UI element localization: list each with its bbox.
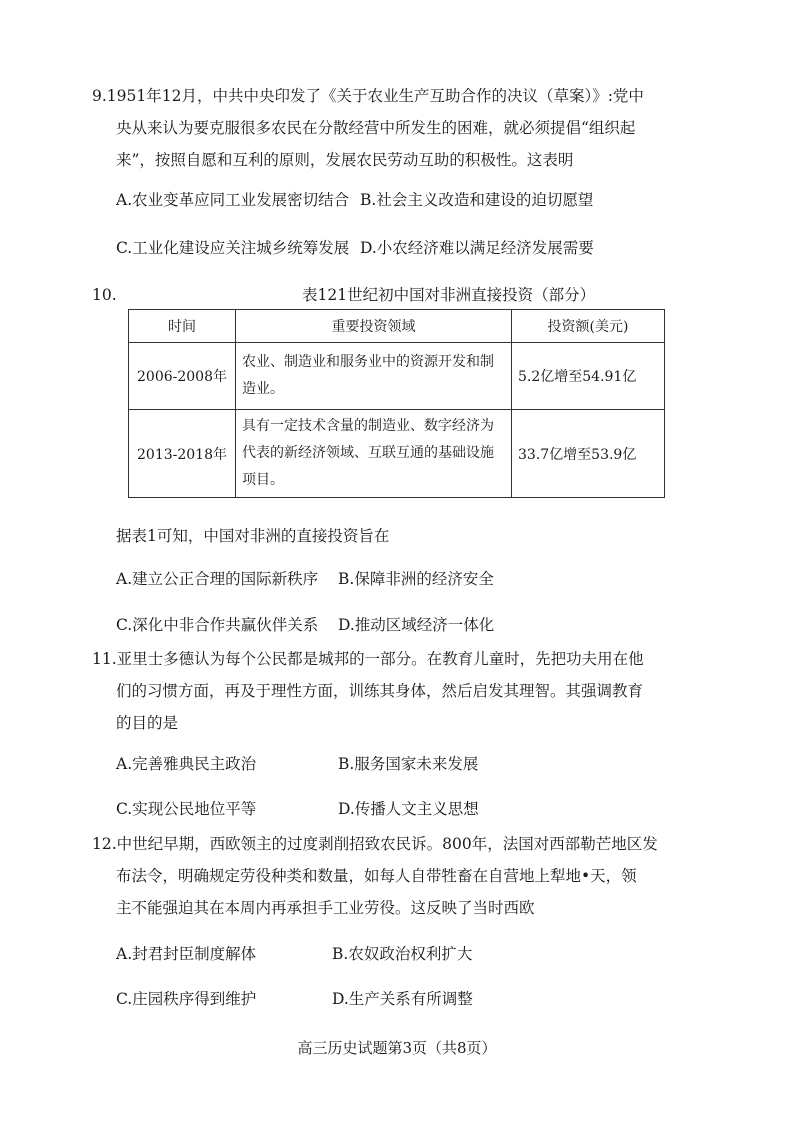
question-10-option-c[interactable]: C.深化中非合作共赢伙伴关系	[116, 616, 319, 634]
question-11	[92, 643, 732, 739]
question-12	[92, 828, 732, 924]
table-row	[129, 410, 665, 498]
table-cell-period: 2006-2008年	[129, 343, 236, 410]
question-12-stem-line-2: 布法令，明确规定劳役种类和数量，如每人自带牲畜在自营地上犁地•天，领	[116, 867, 637, 885]
question-12-stem-line-1: 12.中世纪早期，西欧领主的过度剥削招致农民诉。800年，法国对西部勒芒地区发	[92, 835, 658, 853]
table-header-field: 重要投资领域	[236, 310, 512, 343]
question-9-stem-line-2: 央从来认为要克服很多农民在分散经营中所发生的困难，就必须提倡“组织起	[116, 119, 636, 137]
question-11-option-b[interactable]: B.服务国家未来发展	[338, 755, 479, 773]
question-10-number: 10.	[92, 286, 117, 304]
table-cell-field-line: 农业、制造业和服务业中的资源开发和制	[242, 354, 494, 370]
question-10-stem: 据表1可知，中国对非洲的直接投资旨在	[116, 527, 390, 545]
table-title: 表121世纪初中国对非洲直接投资（部分）	[302, 286, 596, 304]
table-cell-field-line: 项目。	[242, 472, 284, 488]
table-cell-amount: 5.2亿增至54.91亿	[512, 343, 665, 410]
question-9-option-b[interactable]: B.社会主义改造和建设的迫切愿望	[360, 191, 594, 209]
question-12-option-c[interactable]: C.庄园秩序得到维护	[116, 990, 257, 1008]
investment-table	[128, 309, 665, 498]
question-10-option-a[interactable]: A.建立公正合理的国际新秩序	[116, 570, 319, 588]
table-cell-field-line: 造业。	[242, 381, 284, 397]
table-row	[129, 343, 665, 410]
table-header-row	[129, 310, 665, 343]
table-cell-period: 2013-2018年	[129, 410, 236, 498]
question-9-option-c[interactable]: C.工业化建设应关注城乡统筹发展	[116, 239, 350, 257]
table-cell-amount: 33.7亿增至53.9亿	[512, 410, 665, 498]
question-11-option-a[interactable]: A.完善雅典民主政治	[116, 755, 257, 773]
page-footer: 高三历史试题第3页（共8页）	[297, 1039, 497, 1057]
table-cell-field	[236, 410, 512, 498]
question-10-option-b[interactable]: B.保障非洲的经济安全	[338, 570, 494, 588]
question-12-option-a[interactable]: A.封君封臣制度解体	[116, 945, 257, 963]
question-11-option-d[interactable]: D.传播人文主义思想	[338, 800, 479, 818]
question-9-option-a[interactable]: A.农业变革应同工业发展密切结合	[116, 191, 350, 209]
question-12-option-d[interactable]: D.生产关系有所调整	[332, 990, 473, 1008]
table-cell-field	[236, 343, 512, 410]
question-9	[92, 80, 732, 176]
table-cell-field-line: 具有一定技术含量的制造业、数字经济为	[242, 418, 494, 434]
question-12-option-b[interactable]: B.农奴政治权利扩大	[332, 945, 473, 963]
question-9-stem-line-1: 9.1951年12月，中共中央印发了《关于农业生产互助合作的决议（草案）》:党中	[92, 87, 644, 105]
question-11-stem-line-1: 11.亚里士多德认为每个公民都是城邦的一部分。在教育儿童时，先把功夫用在他	[92, 650, 644, 668]
question-11-stem-line-3: 的目的是	[116, 714, 179, 732]
table-header-amount: 投资额(美元)	[512, 310, 665, 343]
question-12-stem-line-3: 主不能强迫其在本周内再承担手工业劳役。这反映了当时西欧	[116, 899, 535, 917]
question-11-option-c[interactable]: C.实现公民地位平等	[116, 800, 257, 818]
question-10-caption	[92, 283, 692, 307]
table-cell-field-line: 代表的新经济领域、互联互通的基础设施	[242, 445, 494, 461]
question-9-option-d[interactable]: D.小农经济难以满足经济发展需要	[360, 239, 594, 257]
question-9-stem-line-3: 来”，按照自愿和互利的原则，发展农民劳动互助的积极性。这表明	[116, 151, 574, 169]
question-10-option-d[interactable]: D.推动区域经济一体化	[338, 616, 495, 634]
question-11-stem-line-2: 们的习惯方面，再及于理性方面，训练其身体，然后启发其理智。其强调教育	[116, 682, 644, 700]
table-header-period: 时间	[129, 310, 236, 343]
